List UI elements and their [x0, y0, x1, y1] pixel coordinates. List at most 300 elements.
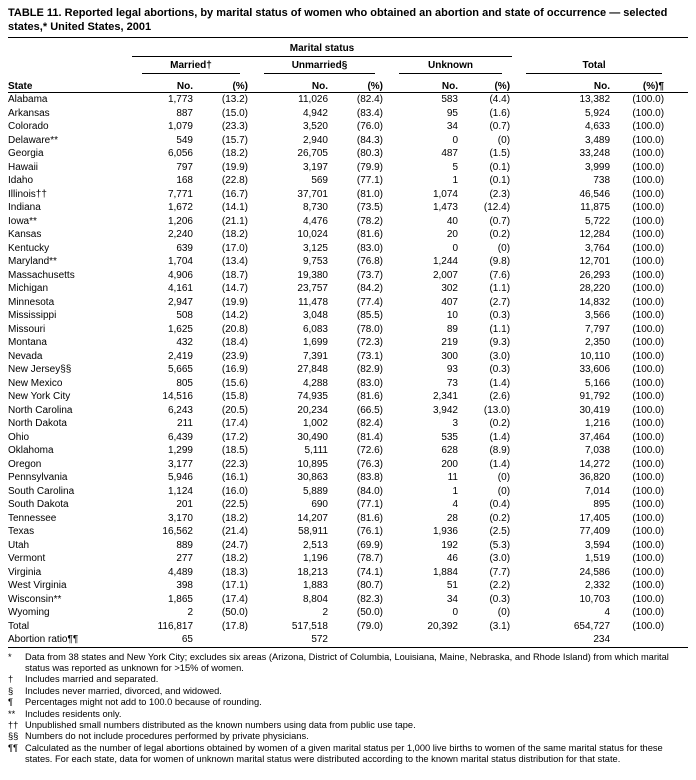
total-pct-cell: (100.0)	[632, 134, 665, 146]
total-pct-cell: (100.0)	[632, 337, 665, 348]
footnote-symbol: **	[8, 708, 16, 719]
state-cell: Colorado	[8, 121, 49, 132]
footnote-text: Unpublished small numbers distributed as the known numbers using data from public use tape.	[25, 719, 416, 730]
footnote	[8, 709, 688, 720]
unmarried-pct-cell: (78.2)	[356, 215, 383, 227]
married-no-cell: 116,817	[157, 620, 193, 632]
unknown-no-cell: 20	[446, 229, 458, 240]
unknown-pct-cell: (0.7)	[489, 121, 511, 132]
state-row	[8, 269, 688, 283]
married-no-cell: 549	[176, 134, 193, 146]
total-no-cell: 14,272	[579, 458, 611, 470]
unknown-pct-cell: (1.4)	[489, 431, 511, 443]
unknown-pct-cell: (0.2)	[489, 229, 511, 240]
subgroup-header-row	[8, 57, 688, 74]
state-row	[8, 107, 688, 121]
unmarried-no-cell: 517,518	[291, 620, 328, 632]
unmarried-label: Unmarried§	[264, 60, 375, 74]
state-row	[8, 485, 688, 499]
unmarried-pct-cell: (83.0)	[356, 377, 383, 389]
married-pct-cell: (23.9)	[221, 350, 248, 362]
state-cell: Utah	[8, 539, 30, 551]
unmarried-pct-column-header: (%)	[332, 74, 387, 93]
state-cell: South Dakota	[8, 499, 69, 510]
married-pct-cell: (17.1)	[221, 580, 248, 591]
unknown-no-cell: 487	[441, 148, 458, 159]
unknown-pct-cell: (3.0)	[489, 350, 511, 362]
married-no-cell: 508	[176, 310, 193, 321]
unmarried-no-cell: 4,288	[302, 377, 328, 389]
unknown-no-cell: 28	[446, 512, 458, 524]
married-no-cell: 14,516	[162, 391, 193, 402]
state-row	[8, 363, 688, 377]
header-spacer	[8, 57, 130, 74]
state-row	[8, 147, 688, 161]
footnote	[8, 652, 688, 675]
married-pct-cell: (14.1)	[221, 202, 248, 213]
state-row	[8, 377, 688, 391]
unknown-pct-column-header: (%)	[462, 74, 514, 93]
unknown-pct-cell: (2.5)	[489, 526, 511, 537]
married-pct-cell: (18.2)	[221, 148, 248, 159]
unmarried-no-cell: 4,942	[302, 107, 328, 119]
total-pct-cell: (100.0)	[632, 391, 665, 402]
unknown-pct-cell: (4.4)	[489, 94, 511, 105]
header-spacer	[514, 39, 688, 57]
unmarried-no-cell: 2,940	[302, 134, 328, 146]
married-no-cell: 16,562	[162, 526, 193, 537]
unmarried-pct-cell: (77.1)	[356, 499, 383, 510]
married-no-cell: 889	[176, 539, 193, 551]
married-no-cell: 211	[177, 418, 193, 429]
total-pct-cell: (100.0)	[632, 215, 665, 227]
unknown-no-cell: 583	[441, 94, 458, 105]
unknown-pct-cell: (0)	[497, 242, 511, 254]
unmarried-pct-cell: (85.5)	[356, 310, 383, 321]
total-pct-cell: (100.0)	[632, 445, 665, 456]
state-cell: Missouri	[8, 323, 46, 335]
married-no-cell: 168	[176, 175, 193, 186]
unmarried-no-cell: 11,478	[298, 296, 328, 308]
unmarried-pct-cell: (73.5)	[356, 202, 383, 213]
married-pct-column-header: (%)	[197, 74, 252, 93]
unmarried-no-cell: 8,730	[302, 202, 328, 213]
unmarried-pct-cell: (77.1)	[356, 175, 383, 186]
unmarried-pct-cell: (78.7)	[356, 553, 383, 564]
unknown-pct-cell: (0)	[497, 485, 511, 497]
unknown-pct-cell: (8.9)	[489, 445, 511, 456]
married-pct-cell: (16.9)	[221, 364, 248, 375]
unmarried-no-cell: 14,207	[297, 512, 328, 524]
married-pct-cell: (23.3)	[221, 121, 248, 132]
total-no-cell: 5,166	[585, 377, 611, 389]
unmarried-no-cell: 3,520	[302, 121, 328, 132]
unknown-no-cell: 3	[452, 418, 458, 429]
column-header-row	[8, 74, 688, 93]
total-no-cell: 28,220	[579, 283, 611, 294]
total-no-cell: 4	[604, 607, 611, 618]
state-cell: West Virginia	[8, 580, 67, 591]
married-pct-cell: (22.5)	[221, 499, 248, 510]
state-row	[8, 323, 688, 337]
total-no-column-header: No.	[514, 74, 614, 93]
state-row	[8, 188, 688, 202]
unknown-no-cell: 535	[441, 431, 458, 443]
unmarried-no-cell: 23,757	[297, 283, 328, 294]
total-pct-cell: (100.0)	[632, 310, 665, 321]
state-cell: Kansas	[8, 229, 42, 240]
married-no-cell: 5,946	[167, 472, 193, 483]
footnote	[8, 731, 688, 742]
footnote-text: Includes married and separated.	[25, 674, 159, 685]
unmarried-pct-cell	[332, 633, 387, 647]
table-title: TABLE 11. Reported legal abortions, by marital status of women who obtained an abortion and state of occurrence — selected states,* United States, 2001	[8, 7, 668, 33]
state-cell: Total	[8, 620, 30, 632]
state-cell: Minnesota	[8, 296, 55, 308]
unknown-pct-cell: (7.7)	[489, 566, 511, 578]
state-cell: Virginia	[8, 566, 42, 578]
unmarried-no-cell: 690	[311, 499, 328, 510]
total-no-cell: 12,701	[579, 256, 611, 267]
married-no-cell: 2,419	[167, 350, 193, 362]
state-cell: Tennessee	[8, 512, 57, 524]
footnote	[8, 674, 688, 685]
footnote-text: Numbers do not include procedures performed by private physicians.	[25, 731, 309, 742]
state-cell: Abortion ratio¶¶	[8, 633, 130, 647]
state-cell: Iowa**	[8, 215, 37, 227]
unmarried-pct-cell: (83.4)	[356, 107, 383, 119]
unmarried-no-cell: 1,196	[302, 553, 328, 564]
table-header	[8, 39, 688, 93]
unknown-no-cell: 51	[446, 580, 458, 591]
married-no-cell: 432	[176, 337, 193, 348]
married-pct-cell: (17.0)	[221, 242, 248, 254]
state-column-header: State	[8, 74, 130, 93]
married-pct-cell: (13.4)	[221, 256, 248, 267]
unknown-no-cell: 2,341	[432, 391, 458, 402]
total-pct-cell: (100.0)	[632, 566, 665, 578]
total-no-cell: 3,566	[585, 310, 611, 321]
unknown-no-cell: 1,473	[432, 202, 458, 213]
married-pct-cell: (18.2)	[221, 512, 248, 524]
state-row	[8, 390, 688, 404]
state-cell: Michigan	[8, 283, 49, 294]
state-row	[8, 161, 688, 175]
married-pct-cell: (15.6)	[221, 377, 248, 389]
married-pct-cell: (14.7)	[221, 283, 248, 294]
state-row	[8, 228, 688, 242]
state-cell: Alabama	[8, 94, 48, 105]
unknown-no-cell: 1,074	[432, 188, 458, 200]
married-no-cell: 3,177	[167, 458, 193, 470]
unknown-pct-cell: (0.3)	[489, 364, 511, 375]
state-cell: Vermont	[8, 553, 46, 564]
unmarried-no-cell: 9,753	[302, 256, 328, 267]
footnote-text: Calculated as the number of legal abortions obtained by women of a given marital status per 1,000 live births to women of the same marital status for these states. For each state, data for women of unknown marital status were distributed according to the known marital status distribution for that state.	[25, 742, 663, 765]
unmarried-no-cell: 572	[252, 633, 332, 647]
state-cell: South Carolina	[8, 485, 75, 497]
married-pct-cell: (18.2)	[221, 553, 248, 564]
total-no-cell: 13,382	[579, 94, 611, 105]
unmarried-no-cell: 5,111	[304, 445, 328, 456]
footnote	[8, 686, 688, 697]
footnotes	[8, 652, 688, 766]
footnote-symbol: ††	[8, 719, 19, 730]
total-pct-cell: (100.0)	[632, 512, 665, 524]
married-pct-cell: (16.1)	[221, 472, 248, 483]
unmarried-pct-cell: (72.3)	[356, 337, 383, 348]
footnote-symbol: ¶¶	[8, 742, 18, 753]
unknown-no-cell: 3,942	[432, 404, 458, 416]
unknown-pct-cell: (0)	[497, 472, 511, 483]
total-no-cell: 14,832	[579, 296, 611, 308]
married-pct-cell: (15.7)	[221, 134, 248, 146]
footnote	[8, 720, 688, 731]
state-row	[8, 201, 688, 215]
state-row	[8, 512, 688, 526]
unknown-no-cell: 34	[446, 593, 458, 605]
footnote-text: Data from 38 states and New York City; excludes six areas (Arizona, District of Columbia, Louisiana, Maine, Nebraska, and Rhode Island) from which marital status was reported as unknown for >15% of women.	[25, 651, 669, 673]
state-row	[8, 471, 688, 485]
unmarried-no-cell: 10,024	[297, 229, 328, 240]
married-no-cell: 6,056	[167, 148, 193, 159]
unmarried-pct-cell: (81.4)	[356, 431, 383, 443]
total-no-cell: 10,110	[580, 350, 611, 362]
unknown-no-cell: 2,007	[432, 269, 458, 281]
state-row	[8, 579, 688, 593]
total-row	[8, 620, 688, 634]
total-pct-cell: (100.0)	[632, 269, 665, 281]
unmarried-pct-cell: (84.2)	[356, 283, 383, 294]
total-no-cell: 7,797	[585, 323, 611, 335]
total-no-cell: 895	[593, 499, 611, 510]
married-pct-cell: (15.0)	[221, 107, 248, 119]
unmarried-pct-cell: (84.0)	[356, 485, 383, 497]
state-row	[8, 593, 688, 607]
state-row	[8, 93, 688, 107]
total-no-cell: 3,764	[585, 242, 611, 254]
state-cell: Hawaii	[8, 161, 39, 173]
unknown-pct-cell: (0.7)	[489, 215, 511, 227]
total-pct-column-header: (%)¶	[614, 74, 688, 93]
unmarried-pct-cell: (76.1)	[356, 526, 383, 537]
unknown-no-cell: 0	[452, 607, 458, 618]
total-no-cell: 2,350	[585, 337, 611, 348]
total-pct-cell: (100.0)	[632, 539, 665, 551]
state-cell: Delaware**	[8, 134, 59, 146]
marital-status-group-header	[130, 39, 514, 57]
unmarried-pct-cell: (78.0)	[356, 323, 383, 335]
married-no-cell: 277	[176, 553, 193, 564]
total-no-cell: 2,332	[585, 580, 611, 591]
total-pct-cell: (100.0)	[632, 485, 665, 497]
married-no-cell: 1,865	[167, 593, 193, 605]
unknown-no-cell: 628	[441, 445, 458, 456]
footnote-symbol: §§	[8, 731, 19, 742]
total-pct-cell: (100.0)	[632, 148, 665, 159]
unknown-no-cell: 5	[452, 161, 458, 173]
unknown-pct-cell: (1.1)	[489, 323, 511, 335]
unmarried-pct-cell: (81.6)	[356, 512, 383, 524]
state-row	[8, 120, 688, 134]
married-pct-cell: (17.2)	[221, 431, 248, 443]
state-cell: New Jersey§§	[8, 364, 72, 375]
total-no-cell: 37,464	[579, 431, 611, 443]
total-no-cell: 36,820	[579, 472, 611, 483]
total-pct-cell: (100.0)	[632, 94, 665, 105]
unknown-pct-cell: (0)	[497, 607, 511, 618]
unknown-no-cell: 219	[441, 337, 458, 348]
total-pct-cell: (100.0)	[632, 526, 665, 537]
married-pct-cell: (22.3)	[221, 458, 248, 470]
total-group-header	[514, 57, 688, 74]
married-no-cell: 1,124	[167, 485, 193, 497]
group-header-row	[8, 39, 688, 57]
total-no-cell: 654,727	[573, 620, 611, 632]
unmarried-pct-cell: (83.0)	[356, 242, 383, 254]
married-no-cell: 1,704	[167, 256, 193, 267]
unmarried-no-cell: 2	[322, 607, 328, 618]
unknown-no-cell: 46	[446, 553, 458, 564]
unmarried-no-cell: 10,895	[297, 458, 328, 470]
state-row	[8, 552, 688, 566]
total-pct-cell: (100.0)	[632, 188, 665, 200]
unmarried-pct-cell: (77.4)	[356, 296, 383, 308]
state-row	[8, 431, 688, 445]
unknown-no-cell: 34	[446, 121, 458, 132]
title-rule	[8, 37, 688, 38]
married-no-column-header: No.	[130, 74, 197, 93]
unmarried-group-header	[252, 57, 387, 74]
unmarried-no-cell: 3,125	[302, 242, 328, 254]
unknown-pct-cell: (0.1)	[489, 161, 511, 173]
married-pct-cell: (17.4)	[221, 593, 248, 605]
state-row	[8, 498, 688, 512]
married-pct-cell: (20.8)	[221, 323, 248, 335]
state-row	[8, 404, 688, 418]
married-label: Married†	[142, 60, 240, 74]
married-pct-cell: (21.1)	[221, 215, 248, 227]
unknown-pct-cell: (2.2)	[489, 580, 511, 591]
married-pct-cell	[197, 633, 252, 647]
married-no-cell: 887	[176, 107, 193, 119]
total-no-cell: 26,293	[579, 269, 611, 281]
unmarried-no-cell: 37,701	[297, 188, 328, 200]
total-pct-cell: (100.0)	[632, 202, 665, 213]
unknown-no-cell: 95	[446, 107, 458, 119]
unknown-no-cell: 1,884	[432, 566, 458, 578]
married-no-cell: 1,773	[167, 94, 193, 105]
footnote-symbol: †	[8, 674, 14, 685]
unmarried-no-cell: 2,513	[302, 539, 328, 551]
unknown-no-cell: 4	[452, 499, 458, 510]
married-pct-cell: (16.0)	[221, 485, 248, 497]
total-pct-cell: (100.0)	[632, 350, 665, 362]
total-no-cell: 1,519	[585, 553, 611, 564]
unknown-pct-cell: (1.1)	[489, 283, 511, 294]
unknown-no-cell: 0	[452, 242, 458, 254]
unmarried-no-cell: 26,705	[297, 148, 328, 159]
total-pct-cell: (100.0)	[632, 283, 665, 294]
state-cell: Arkansas	[8, 107, 50, 119]
state-cell: Wyoming	[8, 607, 50, 618]
unmarried-no-cell: 30,863	[297, 472, 328, 483]
state-cell: Ohio	[8, 431, 30, 443]
married-no-cell: 4,489	[167, 566, 193, 578]
unmarried-no-column-header: No.	[252, 74, 332, 93]
married-no-cell: 2,240	[167, 229, 193, 240]
unknown-no-cell: 300	[441, 350, 458, 362]
footnote-symbol: §	[8, 685, 14, 696]
state-cell: Indiana	[8, 202, 41, 213]
state-cell: Georgia	[8, 148, 44, 159]
married-no-cell: 6,439	[167, 431, 193, 443]
unmarried-pct-cell: (66.5)	[356, 404, 383, 416]
unmarried-pct-cell: (79.0)	[356, 620, 383, 632]
total-pct-cell: (100.0)	[632, 377, 665, 389]
married-no-cell: 1,625	[167, 323, 193, 335]
unknown-pct-cell: (0.3)	[489, 310, 511, 321]
marital-status-label: Marital status	[132, 43, 512, 57]
unmarried-no-cell: 1,699	[302, 337, 328, 348]
married-group-header	[130, 57, 252, 74]
unknown-pct-cell: (0.2)	[489, 418, 511, 429]
unknown-pct-cell: (12.4)	[483, 202, 511, 213]
state-cell: Montana	[8, 337, 47, 348]
state-row	[8, 350, 688, 364]
total-pct-cell: (100.0)	[632, 296, 665, 308]
married-no-cell: 805	[176, 377, 193, 389]
married-pct-cell: (13.2)	[221, 94, 248, 105]
total-no-cell: 3,999	[585, 161, 611, 173]
state-row	[8, 525, 688, 539]
unmarried-no-cell: 1,002	[302, 418, 328, 429]
total-pct-cell: (100.0)	[632, 364, 665, 375]
married-no-cell: 65	[130, 633, 197, 647]
total-pct-cell: (100.0)	[632, 593, 665, 605]
unknown-pct-cell: (1.4)	[489, 458, 511, 470]
state-cell: Idaho	[8, 175, 34, 186]
unmarried-no-cell: 3,197	[302, 161, 328, 173]
married-no-cell: 1,299	[167, 445, 193, 456]
total-no-cell: 24,586	[579, 566, 611, 578]
state-cell: North Carolina	[8, 404, 73, 416]
state-cell: New York City	[8, 391, 71, 402]
state-row	[8, 296, 688, 310]
unknown-pct-cell: (2.7)	[489, 296, 511, 308]
unmarried-pct-cell: (84.3)	[356, 134, 383, 146]
married-no-cell: 2	[187, 607, 193, 618]
married-no-cell: 1,672	[167, 202, 193, 213]
unmarried-pct-cell: (79.9)	[356, 161, 383, 173]
unknown-no-cell: 1,244	[432, 256, 458, 267]
state-row	[8, 458, 688, 472]
unknown-no-cell: 73	[446, 377, 458, 389]
unknown-pct-cell: (0.4)	[489, 499, 511, 510]
unmarried-pct-cell: (76.0)	[356, 121, 383, 132]
total-pct-cell	[614, 633, 688, 647]
married-no-cell: 4,906	[167, 269, 193, 281]
total-pct-cell: (100.0)	[632, 472, 665, 483]
unknown-no-cell: 10	[446, 310, 458, 321]
married-pct-cell: (18.5)	[221, 445, 248, 456]
unknown-no-cell: 1	[452, 175, 458, 186]
total-pct-cell: (100.0)	[632, 229, 665, 240]
total-pct-cell: (100.0)	[632, 175, 665, 186]
total-no-cell: 7,038	[585, 445, 611, 456]
married-pct-cell: (50.0)	[221, 607, 248, 618]
married-pct-cell: (17.4)	[221, 418, 248, 429]
